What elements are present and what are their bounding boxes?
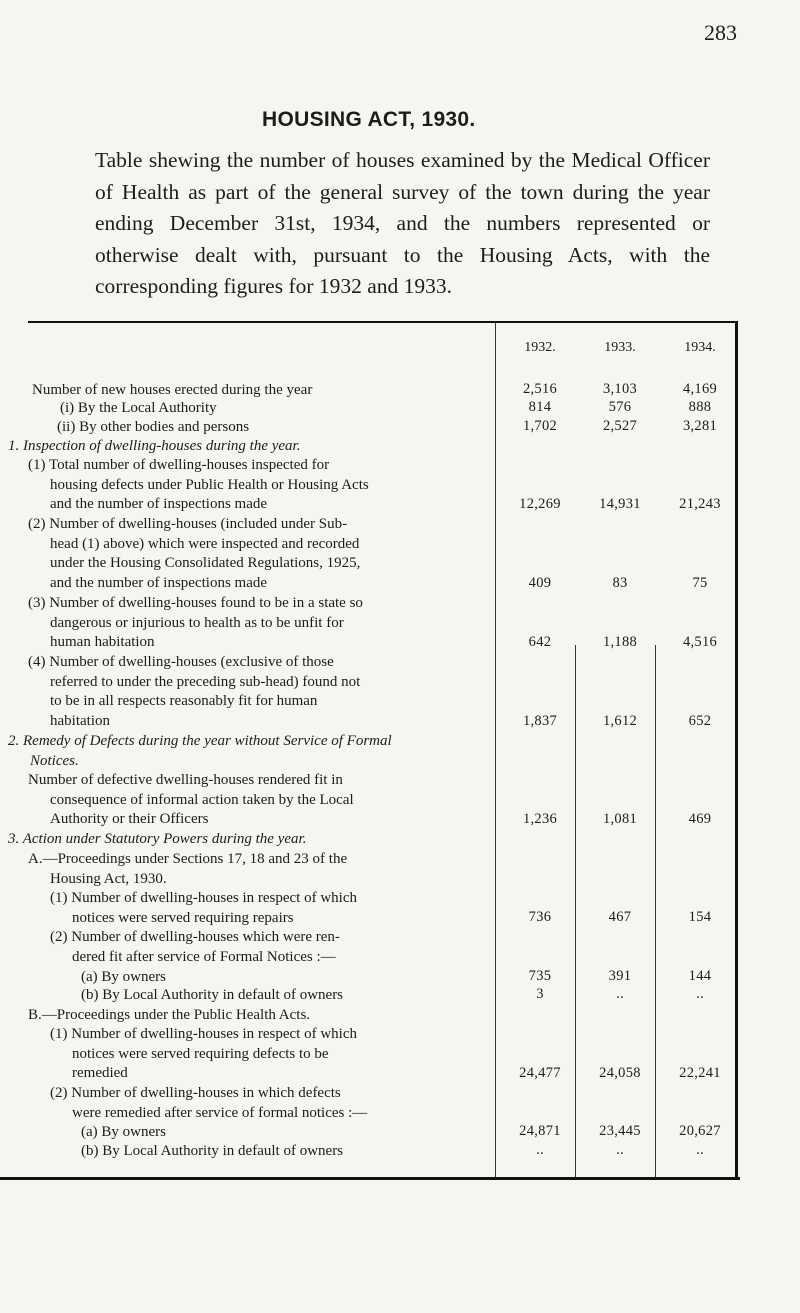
- value-1933: 23,445: [599, 1123, 641, 1139]
- row-label-line: dered fit after service of Formal Notices :—: [72, 948, 336, 965]
- year-header-1932: 1932.: [524, 340, 556, 355]
- row-label-line: habitation: [50, 712, 110, 729]
- value-1934: 75: [692, 575, 708, 591]
- section-title: Notices.: [30, 752, 79, 769]
- intro-paragraph: Table shewing the number of houses examined by the Medical Officer of Health as part of the general survey of the town during the year ending December 31st, 1934, and the numbers represented or otherwise dealt with, pursuant to the Housing Acts, with the corresponding figures for 1932 and 1933.: [95, 148, 710, 298]
- table-top-rule: [28, 321, 738, 323]
- table-right-border: [735, 322, 738, 1178]
- row-label-line: A.—Proceedings under Sections 17, 18 and 23 of the: [28, 851, 348, 867]
- value-1933: 3,103: [602, 381, 638, 397]
- value-1934: 4,516: [682, 634, 718, 650]
- row-label-line: (1) Number of dwelling-houses in respect of which: [50, 1026, 358, 1042]
- value-1932: 12,269: [519, 496, 561, 512]
- row-label-line: (1) Total number of dwelling-houses inspected for: [28, 457, 330, 473]
- row-label: (a) By owners: [81, 1124, 166, 1140]
- row-label-line: notices were served requiring defects to be: [72, 1045, 329, 1062]
- value-1932: 642: [528, 634, 552, 650]
- row-label-line: (1) Number of dwelling-houses in respect of which: [50, 890, 358, 906]
- row-label: (a) By owners: [81, 969, 166, 985]
- value-1933: 1,188: [602, 634, 638, 650]
- value-1934: 3,281: [682, 418, 718, 434]
- value-1933: 391: [608, 968, 632, 984]
- row-label-line: (2) Number of dwelling-houses which were ren-: [50, 929, 340, 945]
- value-1934: 22,241: [679, 1065, 721, 1081]
- row-label-line: dangerous or injurious to health as to be unfit for: [50, 614, 344, 631]
- value-1934: 20,627: [679, 1123, 721, 1139]
- row-label-line: notices were served requiring repairs: [72, 909, 294, 926]
- value-1934: ..: [696, 1142, 704, 1158]
- row-label-line: (2) Number of dwelling-houses (included under Sub-: [28, 516, 348, 532]
- row-label-line: (4) Number of dwelling-houses (exclusive of those: [28, 654, 334, 670]
- value-1932: 1,236: [522, 811, 558, 827]
- page-number: 283: [704, 20, 737, 45]
- row-label: B.—Proceedings under the Public Health Acts.: [28, 1007, 311, 1023]
- row-label-line: human habitation: [50, 634, 155, 651]
- value-1933: 24,058: [599, 1065, 641, 1081]
- value-1932: 2,516: [522, 381, 558, 397]
- value-1933: 576: [608, 399, 632, 415]
- row-label: Number of new houses erected during the year: [32, 382, 313, 398]
- row-label: (i) By the Local Authority: [60, 400, 217, 416]
- value-1934: 652: [688, 713, 712, 729]
- page-title: HOUSING ACT, 1930.: [262, 108, 476, 131]
- value-1933: 83: [612, 575, 628, 591]
- value-1933: 2,527: [602, 418, 638, 434]
- row-label-line: and the number of inspections made: [50, 574, 268, 591]
- value-1932: 24,477: [519, 1065, 561, 1081]
- row-label-line: housing defects under Public Health or Housing Acts: [50, 476, 369, 493]
- row-label-line: Housing Act, 1930.: [50, 870, 167, 887]
- row-label-line: and the number of inspections made: [50, 496, 268, 513]
- value-1934: 888: [688, 399, 712, 415]
- value-1934: 21,243: [679, 496, 721, 512]
- value-1932: 736: [528, 909, 552, 925]
- value-1932: 814: [528, 399, 552, 415]
- value-1933: 467: [608, 909, 632, 925]
- value-1933: 1,612: [602, 713, 638, 729]
- row-label-line: remedied: [72, 1065, 128, 1082]
- row-label-line: (2) Number of dwelling-houses in which defects: [50, 1085, 341, 1101]
- value-1932: 3: [536, 986, 544, 1002]
- value-1932: 409: [528, 575, 552, 591]
- row-label-line: consequence of informal action taken by the Local: [50, 791, 354, 808]
- row-label-line: under the Housing Consolidated Regulations, 1925,: [50, 555, 361, 572]
- row-label-line: to be in all respects reasonably fit for human: [50, 693, 318, 710]
- row-label-line: referred to under the preceding sub-head) found not: [50, 673, 361, 690]
- row-label-line: head (1) above) which were inspected and recorded: [50, 535, 360, 552]
- value-1932: 24,871: [519, 1123, 561, 1139]
- value-1932: 735: [528, 968, 552, 984]
- value-1933: 14,931: [599, 496, 641, 512]
- value-1933: ..: [616, 986, 624, 1002]
- value-1934: 144: [688, 968, 712, 984]
- value-1933: ..: [616, 1142, 624, 1158]
- row-label: (b) By Local Authority in default of owners: [81, 1143, 344, 1159]
- row-label: (b) By Local Authority in default of owners: [81, 987, 344, 1003]
- value-1932: 1,702: [522, 418, 558, 434]
- row-label-line: Authority or their Officers: [50, 811, 209, 828]
- value-1932: ..: [536, 1142, 544, 1158]
- value-1934: 4,169: [682, 381, 718, 397]
- section-title: 3. Action under Statutory Powers during the year.: [8, 831, 307, 847]
- row-label-line: Number of defective dwelling-houses rendered fit in: [28, 772, 343, 788]
- year-header-1934: 1934.: [684, 340, 716, 355]
- value-1934: 469: [688, 811, 712, 827]
- section-title: 1. Inspection of dwelling-houses during the year.: [8, 438, 301, 454]
- value-1934: 154: [688, 909, 712, 925]
- row-label-line: were remedied after service of formal notices :—: [72, 1104, 368, 1121]
- row-label: (ii) By other bodies and persons: [57, 419, 250, 435]
- value-1933: 1,081: [602, 811, 638, 827]
- row-label-line: (3) Number of dwelling-houses found to be in a state so: [28, 595, 363, 611]
- table-bottom-rule: [0, 1177, 740, 1180]
- value-1932: 1,837: [522, 713, 558, 729]
- year-header-1933: 1933.: [604, 340, 636, 355]
- section-title: 2. Remedy of Defects during the year without Service of Formal: [8, 733, 392, 749]
- value-1934: ..: [696, 986, 704, 1002]
